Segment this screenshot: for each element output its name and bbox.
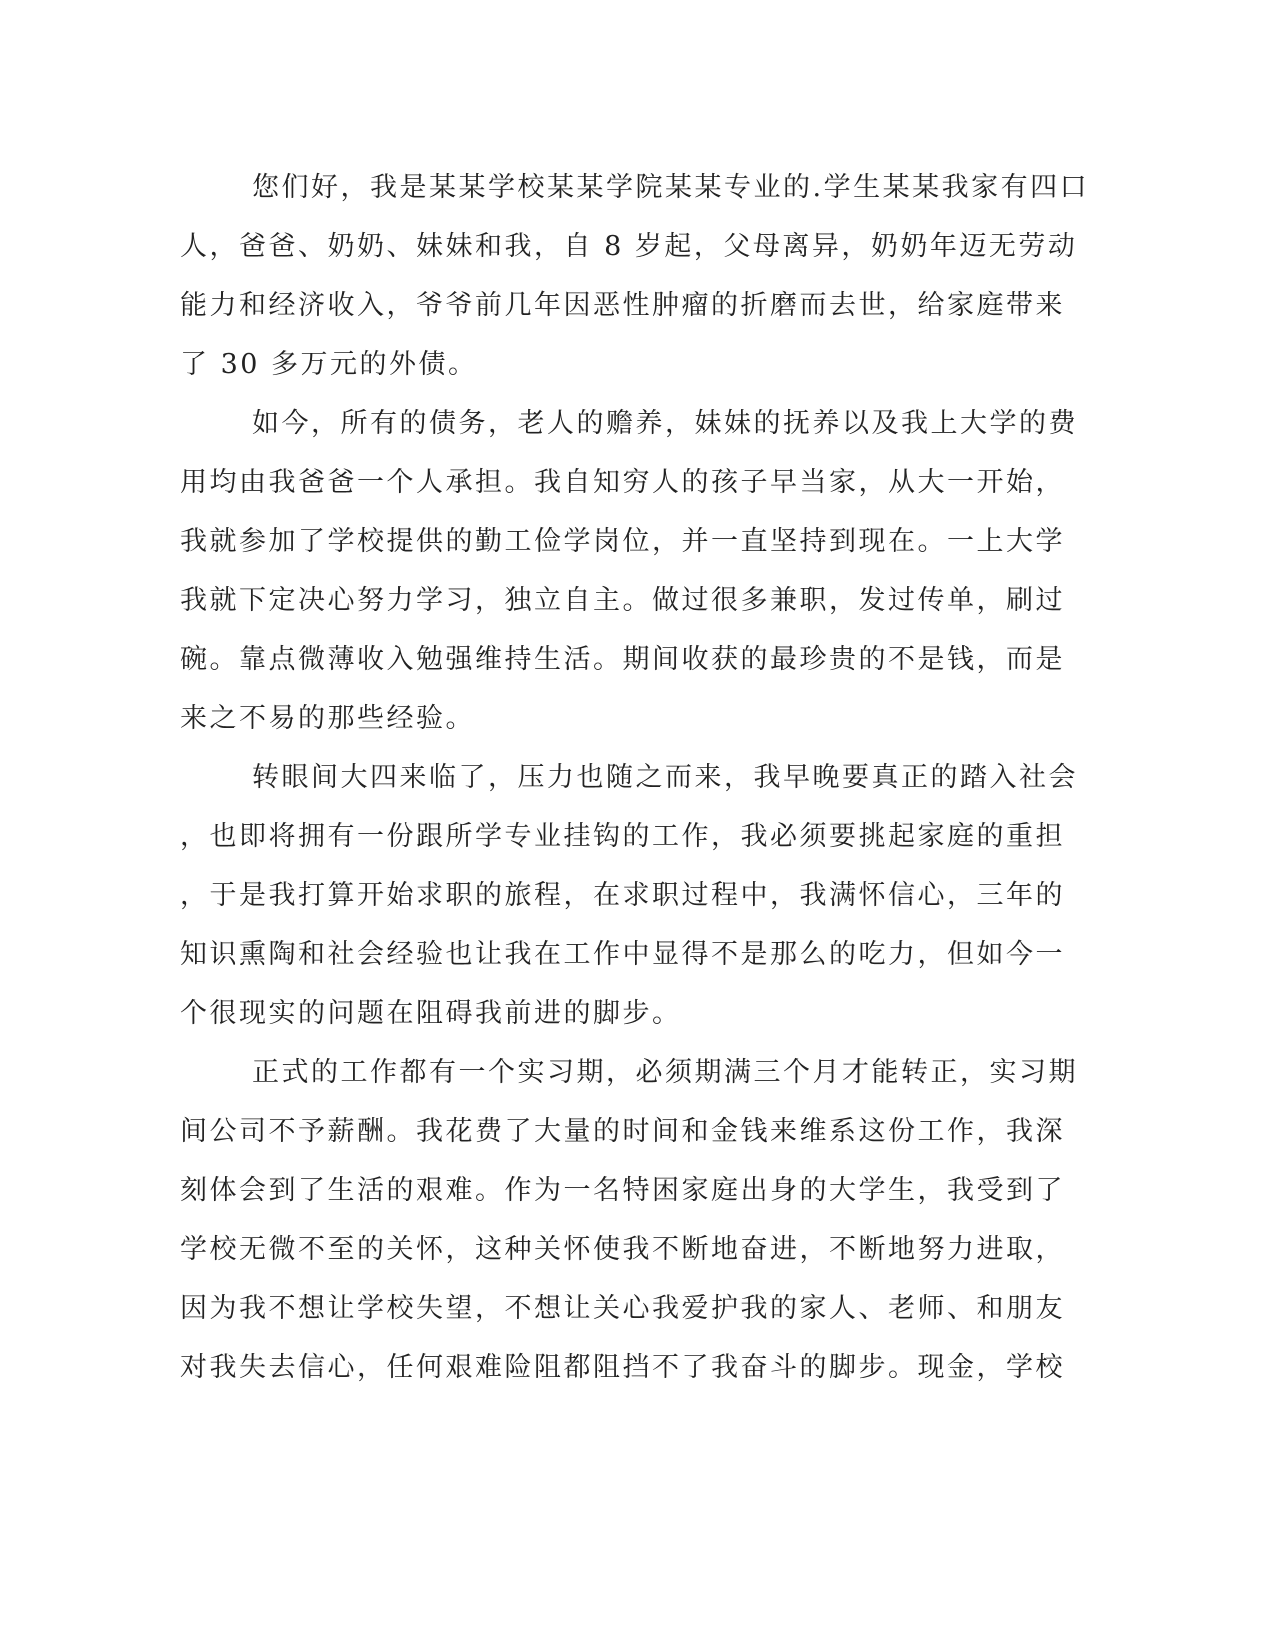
text-line: 知识熏陶和社会经验也让我在工作中显得不是那么的吃力，但如今一	[180, 939, 1065, 970]
paragraph-3	[180, 748, 1078, 1043]
text-line: 了 30 多万元的外债。	[180, 349, 478, 380]
text-line: 用均由我爸爸一个人承担。我自知穷人的孩子早当家，从大一开始，	[180, 467, 1065, 498]
text-line: 我就参加了学校提供的勤工俭学岗位，并一直坚持到现在。一上大学	[180, 526, 1065, 557]
text-line: 间公司不予薪酬。我花费了大量的时间和金钱来维系这份工作，我深	[180, 1116, 1065, 1147]
text-line: 个很现实的问题在阻碍我前进的脚步。	[180, 998, 682, 1029]
text-line: 正式的工作都有一个实习期，必须期满三个月才能转正，实习期	[252, 1057, 1078, 1088]
text-line: 学校无微不至的关怀，这种关怀使我不断地奋进，不断地努力进取，	[180, 1234, 1065, 1265]
paragraph-2	[180, 394, 1078, 748]
paragraph-1	[180, 158, 1090, 394]
text-line: ，于是我打算开始求职的旅程，在求职过程中，我满怀信心，三年的	[180, 880, 1065, 911]
document-body	[180, 158, 1090, 1397]
text-line: 能力和经济收入，爷爷前几年因恶性肿瘤的折磨而去世，给家庭带来	[180, 290, 1065, 321]
text-line: 我就下定决心努力学习，独立自主。做过很多兼职，发过传单，刷过	[180, 585, 1065, 616]
text-line: 来之不易的那些经验。	[180, 703, 475, 734]
paragraph-4	[180, 1043, 1078, 1397]
text-line: 如今，所有的债务，老人的赡养，妹妹的抚养以及我上大学的费	[252, 408, 1078, 439]
text-line: 您们好，我是某某学校某某学院某某专业的.学生某某我家有四口	[252, 172, 1090, 203]
text-line: 对我失去信心，任何艰难险阻都阻挡不了我奋斗的脚步。现金，学校	[180, 1352, 1065, 1383]
text-line: ，也即将拥有一份跟所学专业挂钩的工作，我必须要挑起家庭的重担	[180, 821, 1065, 852]
text-line: 因为我不想让学校失望，不想让关心我爱护我的家人、老师、和朋友	[180, 1293, 1065, 1324]
text-line: 转眼间大四来临了，压力也随之而来，我早晚要真正的踏入社会	[252, 762, 1078, 793]
text-line: 人，爸爸、奶奶、妹妹和我，自 8 岁起，父母离异，奶奶年迈无劳动	[180, 231, 1078, 262]
text-line: 刻体会到了生活的艰难。作为一名特困家庭出身的大学生，我受到了	[180, 1175, 1065, 1206]
text-line: 碗。靠点微薄收入勉强维持生活。期间收获的最珍贵的不是钱，而是	[180, 644, 1065, 675]
